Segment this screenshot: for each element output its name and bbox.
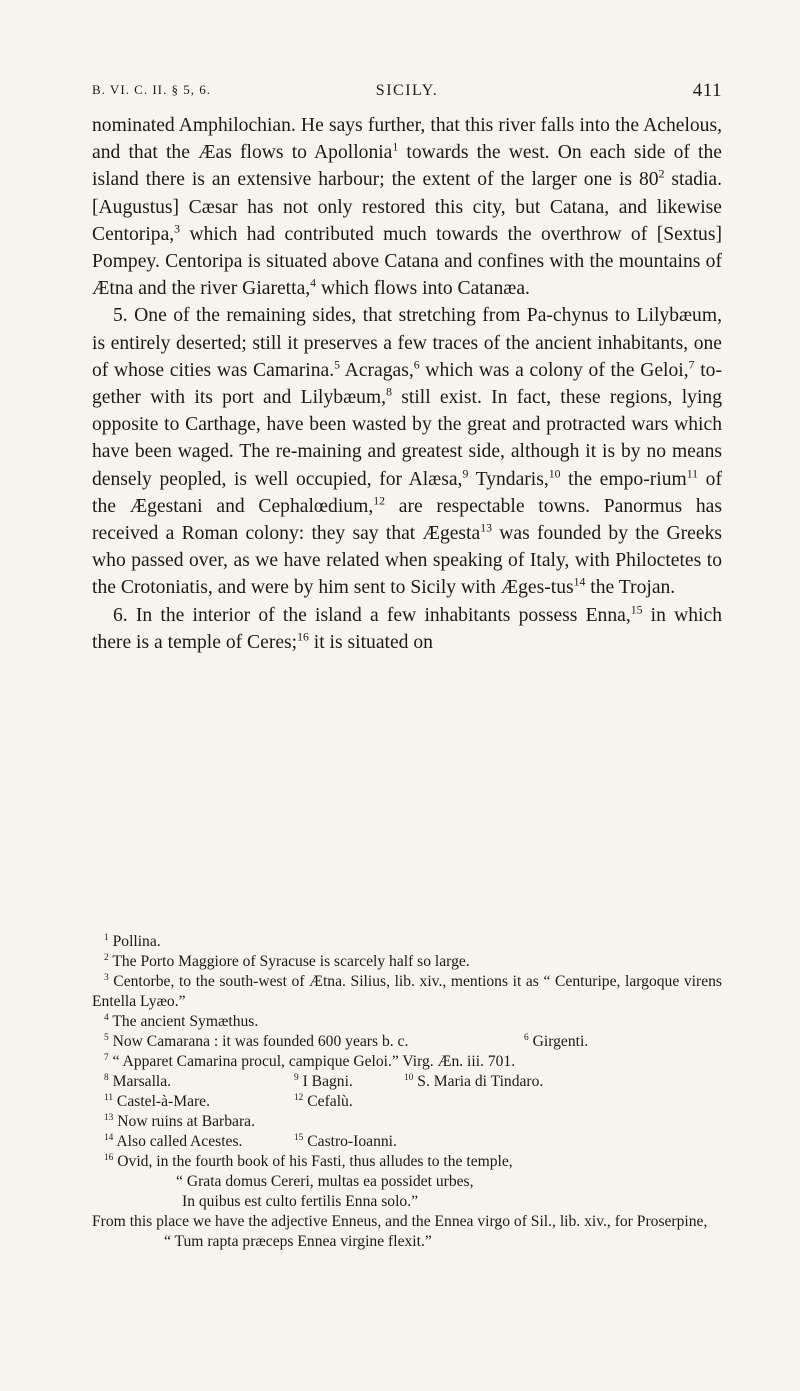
footnote-ref: 2	[658, 167, 665, 181]
paragraph-1: nominated Amphilochian. He says further, that this river falls into the Achelous, and that the Æas flows to Apollonia$^1$ towards the west. On each side of the island there is an extensive harbour; the extent of the larger one is $80^2$ stadia. [Augustus] Cæsar has not only restored this city, but Catana, and likewise Centoripa,$^3$ which had contributed much towards the overthrow of [Sextus] Pompey. Centoripa is situated above Catana and confines with the mountains of Ætna and the river Giaretta,$^4$ which flows into Catanæa.	[92, 115, 723, 300]
footnote-14: $^{14}$ Also called Acestes.	[104, 1132, 243, 1150]
footnote-ref: 3	[174, 222, 181, 236]
section-reference: B. VI. C. II. § 5, 6.	[92, 82, 211, 97]
running-header	[92, 82, 722, 106]
footnote-2: $^2$ The Porto Maggiore of Syracuse is scarcely half so large.	[104, 952, 470, 970]
footnote-16: $^{16}$ Ovid, in the fourth book of his Fasti, thus alludes to the temple,	[104, 1152, 513, 1170]
footnote-9: $^9$ I Bagni.	[294, 1072, 353, 1090]
footnote-ref: 8	[386, 385, 392, 399]
footnote-ref: 11	[686, 467, 699, 481]
footnote-ref: 7	[688, 358, 695, 372]
footnote-ref: 4	[310, 276, 317, 290]
footnote-10: $^{10}$ S. Maria di Tindaro.	[404, 1072, 544, 1090]
footnote-ref: 6	[413, 358, 420, 372]
footnote-ref: 9	[462, 467, 469, 481]
footnote-ref: 10	[548, 467, 561, 481]
verse-line-3: “ Tum rapta præceps Ennea virgine flexit.”	[164, 1233, 432, 1250]
footnote-row-8-10	[92, 1072, 722, 1092]
body-text	[92, 112, 722, 656]
footnote-ref: 1	[392, 140, 399, 154]
footnote-12: $^{12}$ Cefalù.	[294, 1092, 353, 1110]
footnote-4: $^4$ The ancient Symæthus.	[104, 1012, 259, 1030]
footnote-ref: 15	[630, 603, 643, 617]
footnote-ref: 12	[373, 494, 385, 508]
running-title: SICILY.	[375, 82, 439, 99]
footnote-ref: 5	[334, 358, 340, 372]
footnote-5: $^5$ Now Camarana : it was founded 600 years b. c.	[104, 1032, 409, 1050]
footnote-row-11-12	[92, 1092, 722, 1112]
footnote-row-14-15	[92, 1132, 722, 1152]
footnote-11: $^{11}$ Castel-à-Mare.	[104, 1092, 211, 1110]
footnote-row-5-6	[92, 1032, 722, 1052]
paragraph-3: 6. In the interior of the island a few inhabitants possess Enna,$^{15}$ in which there is a temple of Ceres;$^{16}$ it is situated on	[92, 603, 722, 653]
paragraph-2: 5. One of the remaining sides, that stretching from Pa-chynus to Lilybæum, is entirely deserted; still it preserves a few traces of the ancient inhabitants, one of whose cities was Camarina.$^5$ Acragas,$^6$ which was a colony of the Geloi,$^7$ to-gether with its port and Lilybæum,$^8$ still exist. In fact, these regions, lying opposite to Carthage, have been wasted by the great and protracted wars which have been waged. The re-maining and greatest side, although it is by no means densely peopled, is well occupied, for Alæsa,$^9$ Tyndaris,$^{10}$ the empo-rium$^{11}$ of the Ægestani and Cephalœdium,$^{12}$ are respectable towns. Panormus has received a Roman colony: they say that Ægesta$^{13}$ was founded by the Greeks who passed over, as we have related when speaking of Italy, with Philoctetes to the Crotoniatis, and were by him sent to Sicily with Æges-tus$^{14}$ the Trojan.	[92, 305, 723, 599]
footnote-ref: 14	[573, 575, 586, 589]
footnotes	[92, 932, 722, 1252]
footnote-3: $^3$ Centorbe, to the south-west of Ætna. Silius, lib. xiv., mentions it as “ Centuripe, largoque virens Entella Lyæo.”	[92, 972, 722, 1010]
footnote-15: $^{15}$ Castro-Ioanni.	[294, 1132, 397, 1150]
footnote-6: $^6$ Girgenti.	[524, 1032, 589, 1050]
footnote-ref: 13	[480, 521, 492, 535]
footnote-13: $^{13}$ Now ruins at Barbara.	[104, 1112, 255, 1130]
footnote-ref: 16	[297, 630, 309, 644]
page-number: 411	[692, 80, 722, 101]
footnote-7: $^7$ “ Apparet Camarina procul, campique Geloi.” Virg. Æn. iii. 701.	[104, 1052, 516, 1070]
verse-line-2: In quibus est culto fertilis Enna solo.”	[182, 1193, 419, 1210]
footnote-closing: From this place we have the adjective Enneus, and the Ennea virgo of Sil., lib. xiv., for Proserpine,	[92, 1213, 708, 1230]
footnote-1: $^1$ Pollina.	[104, 932, 161, 950]
footnote-8: $^8$ Marsalla.	[104, 1072, 172, 1090]
verse-line-1: “ Grata domus Cereri, multas ea possidet urbes,	[176, 1173, 474, 1190]
